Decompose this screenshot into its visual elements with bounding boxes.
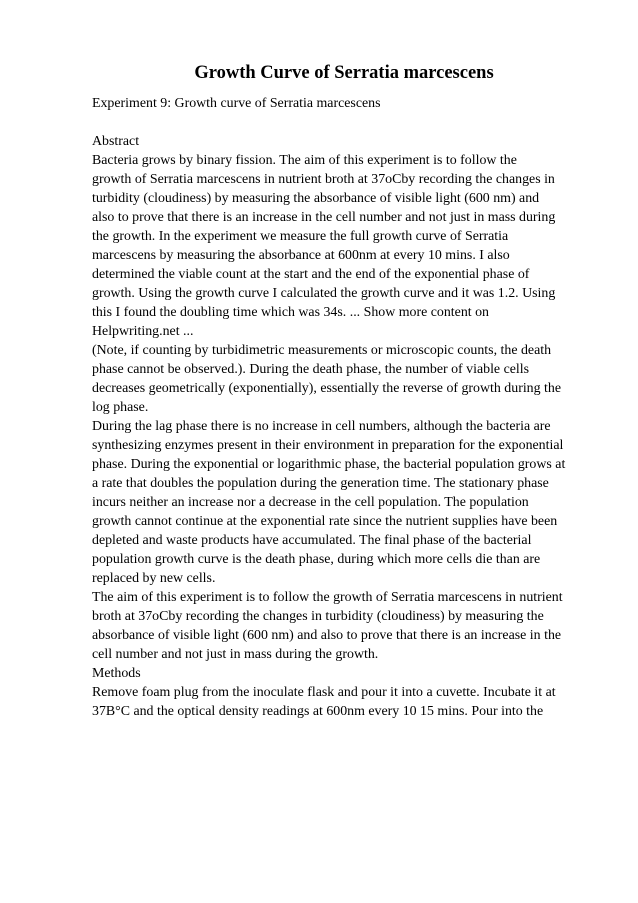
paragraph-methods xyxy=(92,683,592,721)
text-line: log phase. xyxy=(92,400,149,415)
text-line: growth cannot continue at the exponential rate since the nutrient supplies have been xyxy=(92,514,558,529)
text-line: phase cannot be observed.). During the death phase, the number of viable cells xyxy=(92,362,530,377)
text-line: (Note, if counting by turbidimetric measurements or microscopic counts, the death xyxy=(92,343,552,358)
text-line: a rate that doubles the population during the generation time. The stationary phase xyxy=(92,476,549,491)
document-title: Growth Curve of Serratia marcescens xyxy=(194,63,494,83)
text-line: the growth. In the experiment we measure the full growth curve of Serratia xyxy=(92,229,509,244)
text-line: decreases geometrically (exponentially), essentially the reverse of growth during the xyxy=(92,381,562,396)
text-line: The aim of this experiment is to follow the growth of Serratia marcescens in nutrient xyxy=(92,590,563,605)
text-line: depleted and waste products have accumulated. The final phase of the bacterial xyxy=(92,533,532,548)
text-line: 37B°C and the optical density readings at 600nm every 10 15 mins. Pour into the xyxy=(92,704,544,719)
text-line: determined the viable count at the start and the end of the exponential phase of xyxy=(92,267,530,282)
abstract-heading: Abstract xyxy=(92,134,140,149)
text-line: Bacteria grows by binary fission. The aim of this experiment is to follow the xyxy=(92,153,517,168)
text-line: population growth curve is the death phase, during which more cells die than are xyxy=(92,552,541,567)
text-line: Remove foam plug from the inoculate flask and pour it into a cuvette. Incubate it at xyxy=(92,685,556,700)
paragraph-bacteria-growth xyxy=(92,151,592,341)
text-line: absorbance of visible light (600 nm) and also to prove that there is an increase in the xyxy=(92,628,562,643)
paragraph-aim xyxy=(92,588,592,664)
text-line: Helpwriting.net ... xyxy=(92,324,194,339)
paragraph-growth-phases xyxy=(92,417,592,588)
text-line: replaced by new cells. xyxy=(92,571,216,586)
text-line: also to prove that there is an increase in the cell number and not just in mass during xyxy=(92,210,556,225)
text-line: incurs neither an increase nor a decrease in the cell population. The population xyxy=(92,495,529,510)
methods-heading: Methods xyxy=(92,666,141,681)
spacer xyxy=(92,113,592,132)
document-body xyxy=(92,60,592,721)
text-line: broth at 37oCby recording the changes in turbidity (cloudiness) by measuring the xyxy=(92,609,544,624)
text-line: During the lag phase there is no increase in cell numbers, although the bacteria are xyxy=(92,419,551,434)
experiment-heading: Experiment 9: Growth curve of Serratia marcescens xyxy=(92,96,381,111)
text-line: phase. During the exponential or logarithmic phase, the bacterial population grows at xyxy=(92,457,566,472)
text-line: cell number and not just in mass during the growth. xyxy=(92,647,379,662)
text-line: marcescens by measuring the absorbance at 600nm at every 10 mins. I also xyxy=(92,248,510,263)
paragraph-death-phase-note xyxy=(92,341,592,417)
text-line: growth. Using the growth curve I calculated the growth curve and it was 1.2. Using xyxy=(92,286,556,301)
text-line: this I found the doubling time which was 34s. ... Show more content on xyxy=(92,305,489,320)
text-line: synthesizing enzymes present in their environment in preparation for the exponential xyxy=(92,438,564,453)
text-line: growth of Serratia marcescens in nutrient broth at 37oCby recording the changes in xyxy=(92,172,555,187)
text-line: turbidity (cloudiness) by measuring the absorbance of visible light (600 nm) and xyxy=(92,191,540,206)
